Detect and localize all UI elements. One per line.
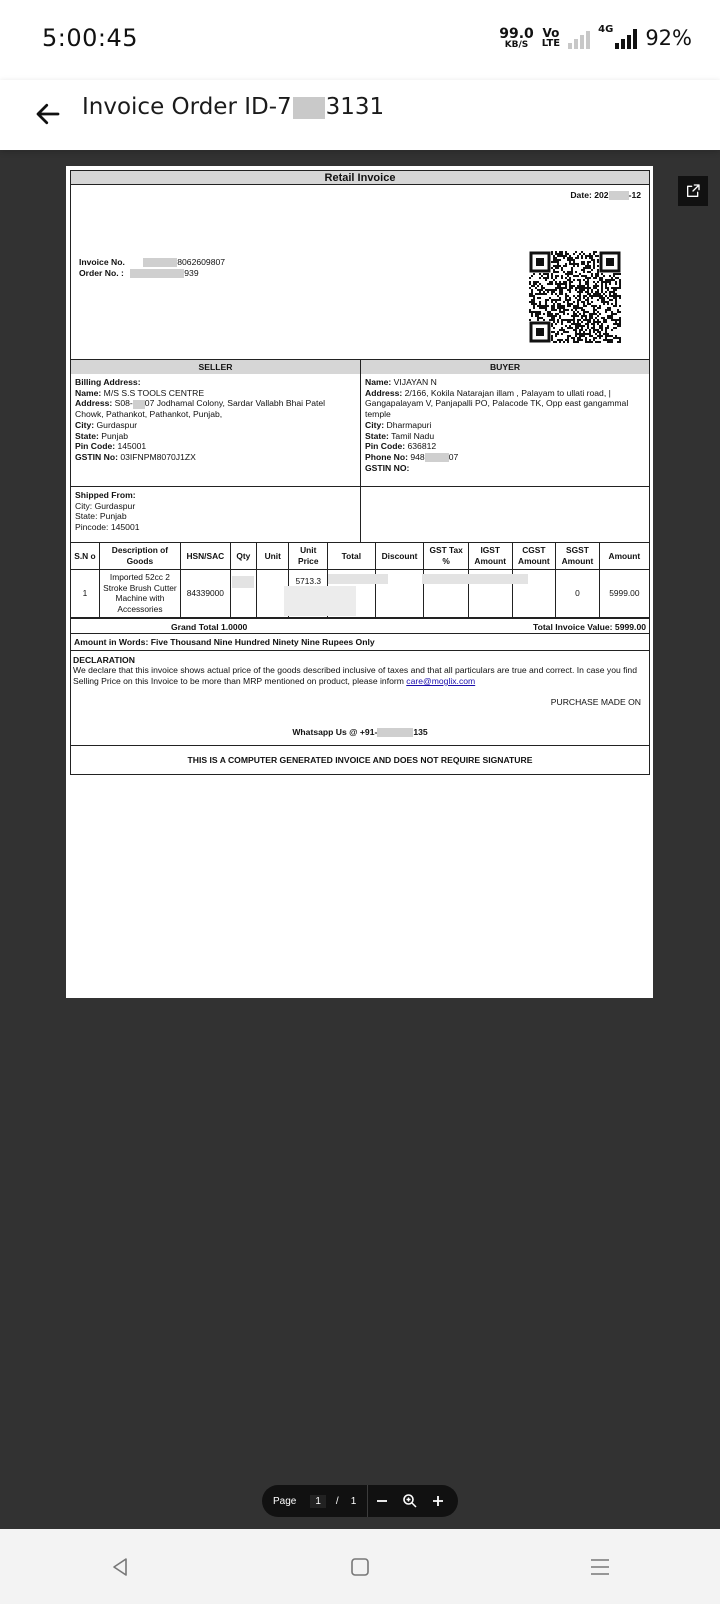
table-header: S.N o: [71, 543, 99, 569]
invoice-date: [570, 190, 641, 201]
signal-sim1-icon: [615, 27, 637, 49]
shipped-from-details: [71, 487, 360, 542]
nav-recents-button[interactable]: [570, 1542, 630, 1592]
seller-city: Gurdaspur: [96, 419, 138, 430]
status-indicators: [499, 26, 692, 50]
shipped-empty-cell: [360, 487, 649, 542]
cell-description: Imported 52cc 2 Stroke Brush Cutter Machine with Accessories: [99, 569, 180, 617]
triangle-back-icon: [109, 1556, 131, 1578]
app-bar: [0, 80, 720, 150]
table-header: Qty: [230, 543, 256, 569]
shipped-from-heading: Shipped From:: [75, 490, 136, 500]
seller-address-label: Address:: [75, 398, 113, 409]
cell-unit-price: 5713.3: [289, 569, 328, 617]
declaration-body: [73, 665, 647, 686]
plus-icon: [431, 1494, 445, 1508]
network-speed-unit: KB/S: [504, 39, 529, 50]
buyer-phone-prefix: 948: [410, 452, 425, 463]
volte-bottom: LTE: [541, 38, 561, 49]
table-header: GST Tax %: [424, 543, 469, 569]
open-in-new-icon: [685, 183, 701, 199]
shipped-state: State: Punjab: [75, 511, 127, 522]
table-header: Total: [328, 543, 376, 569]
whatsapp-prefix: Whatsapp Us @ +91-: [292, 726, 378, 737]
invoice-no-label: Invoice No.: [79, 257, 125, 267]
seller-gstin: 03IFNPM8070J1ZX: [120, 452, 196, 463]
seller-details: [71, 374, 360, 486]
nav-home-button[interactable]: [330, 1542, 390, 1592]
buyer-state: Tamil Nadu: [391, 430, 435, 441]
table-header-row: [71, 543, 649, 569]
arrow-left-icon: [33, 99, 63, 129]
declaration-section: [71, 651, 649, 746]
back-button[interactable]: [24, 90, 72, 138]
cell-hsn: 84339000: [181, 569, 231, 617]
signal-sim2-icon: [568, 27, 590, 49]
buyer-pin: 636812: [407, 441, 437, 452]
zoom-out-button[interactable]: [368, 1487, 396, 1515]
shipped-city: City: Gurdaspur: [75, 500, 136, 511]
network-speed-value: 99.0: [499, 25, 534, 42]
redacted-block: [143, 258, 177, 267]
order-no: [79, 268, 225, 279]
square-home-icon: [349, 1556, 371, 1578]
buyer-section: [360, 360, 649, 486]
seller-section: [71, 360, 360, 486]
volte-top: Vo: [542, 26, 560, 40]
shipped-from-section: [71, 487, 649, 543]
table-header: HSN/SAC: [181, 543, 231, 569]
parties-section: [71, 360, 649, 487]
seller-gstin-label: GSTIN No:: [75, 452, 118, 463]
whatsapp-suffix: 135: [413, 726, 428, 737]
amount-in-words: Amount in Words: Five Thousand Nine Hundred Ninety Nine Rupees Only: [71, 634, 649, 651]
buyer-gstin-label: GSTIN NO:: [365, 462, 410, 473]
grand-total: Grand Total 1.0000: [171, 621, 248, 632]
buyer-name-label: Name:: [365, 377, 392, 387]
battery-level: 92%: [645, 26, 692, 50]
minus-icon: [375, 1494, 389, 1508]
zoom-search-icon: [402, 1493, 418, 1509]
cell-sgst: 0: [556, 569, 600, 617]
buyer-name: VIJAYAN N: [393, 377, 437, 387]
network-type: 4G: [598, 24, 614, 35]
shipped-pincode: Pincode: 145001: [75, 522, 140, 533]
table-header: Amount: [599, 543, 649, 569]
totals-row: [71, 618, 649, 634]
buyer-phone-suffix: 07: [448, 452, 459, 463]
total-pages: 1: [350, 1495, 357, 1507]
table-header: Description of Goods: [99, 543, 180, 569]
declaration-text: We declare that this invoice shows actual price of the goods described inclusive of taxes and that all particulars are true and correct. In case you find Selling Price on this Invoice to be more than MRP mentioned on product, please inform: [73, 665, 637, 686]
redacted-block: [422, 574, 528, 584]
seller-name: M/S S.S TOOLS CENTRE: [103, 387, 205, 398]
invoice-no-value: 8062609807: [177, 257, 226, 267]
seller-pin-label: Pin Code:: [75, 441, 116, 452]
table-header: IGST Amount: [468, 543, 512, 569]
cell-sn: 1: [71, 569, 99, 617]
pdf-page: [66, 166, 653, 998]
current-page-input[interactable]: 1: [310, 1495, 326, 1508]
seller-heading: SELLER: [71, 360, 360, 374]
total-invoice-value: Total Invoice Value: 5999.00: [532, 621, 646, 632]
buyer-pin-label: Pin Code:: [365, 441, 406, 452]
invoice-document: [70, 170, 650, 775]
buyer-state-label: State:: [365, 430, 389, 441]
support-email-link[interactable]: care@moglix.com: [406, 675, 476, 686]
seller-pin: 145001: [117, 441, 147, 452]
purchase-made-on: PURCHASE MADE ON: [550, 696, 641, 707]
seller-address-prefix: S08-: [114, 398, 133, 409]
date-value-prefix: 202: [594, 190, 609, 200]
buyer-phone-label: Phone No:: [365, 452, 408, 463]
order-no-label: Order No. :: [79, 267, 124, 278]
billing-label: Billing Address:: [75, 377, 141, 387]
buyer-city: Dharmapuri: [386, 419, 432, 430]
status-time: 5:00:45: [42, 24, 139, 52]
redacted-block: [133, 400, 145, 409]
table-header: Discount: [375, 543, 424, 569]
network-speed: [499, 27, 534, 50]
seller-state: Punjab: [101, 430, 129, 441]
page-title-suffix: 3131: [325, 94, 385, 120]
redacted-block: [284, 586, 356, 616]
page-title-prefix: Invoice Order ID-7: [82, 94, 292, 120]
declaration-heading: DECLARATION: [73, 654, 135, 665]
order-no-value: 939: [184, 267, 199, 278]
menu-lines-icon: [589, 1556, 611, 1578]
buyer-address-label: Address:: [365, 387, 403, 398]
status-bar: [0, 0, 720, 80]
table-header: Unit: [257, 543, 289, 569]
buyer-address: 2/166, Kokila Natarajan illam , Palayam to ullati road, | Gangapalayam V, Panjapalli PO, Palacode TK, Opp east gangammal temple: [365, 387, 629, 420]
redacted-block: [377, 728, 413, 737]
table-header: SGST Amount: [556, 543, 600, 569]
cell-amount: 5999.00: [599, 569, 649, 617]
invoice-no: [79, 257, 225, 268]
seller-address: 07 Jodhamal Colony, Sardar Vallabh Bhai Patel Chowk, Pathankot, Pathankot, Punjab,: [75, 398, 326, 420]
date-value-suffix: -12: [628, 190, 641, 200]
redacted-block: [328, 574, 388, 584]
redacted-block: [232, 576, 254, 588]
redacted-block: [130, 269, 184, 278]
seller-city-label: City:: [75, 419, 95, 430]
invoice-title: Retail Invoice: [71, 171, 649, 185]
invoice-header: [71, 185, 649, 360]
page-label: Page: [273, 1495, 297, 1507]
invoice-numbers: [79, 257, 225, 278]
page-title: [82, 94, 384, 120]
table-header: Unit Price: [289, 543, 328, 569]
table-header: CGST Amount: [512, 543, 556, 569]
whatsapp-contact: [71, 727, 649, 738]
redacted-block: [293, 97, 325, 119]
redacted-block: [609, 191, 629, 200]
buyer-details: [361, 374, 649, 486]
computer-generated-note: THIS IS A COMPUTER GENERATED INVOICE AND DOES NOT REQUIRE SIGNATURE: [187, 754, 533, 765]
volte-indicator: [542, 27, 560, 49]
qr-code: [529, 251, 621, 343]
date-label: Date:: [570, 190, 592, 200]
buyer-heading: BUYER: [361, 360, 649, 374]
zoom-in-button[interactable]: [424, 1487, 452, 1515]
system-nav-bar: [0, 1529, 720, 1604]
page-controls: [262, 1485, 458, 1517]
open-external-button[interactable]: [678, 176, 708, 206]
buyer-city-label: City:: [365, 419, 385, 430]
redacted-block: [425, 453, 449, 462]
zoom-fit-button[interactable]: [396, 1487, 424, 1515]
nav-back-button[interactable]: [90, 1542, 150, 1592]
page-separator: /: [335, 1495, 339, 1507]
seller-name-label: Name:: [75, 387, 102, 398]
seller-state-label: State:: [75, 430, 99, 441]
